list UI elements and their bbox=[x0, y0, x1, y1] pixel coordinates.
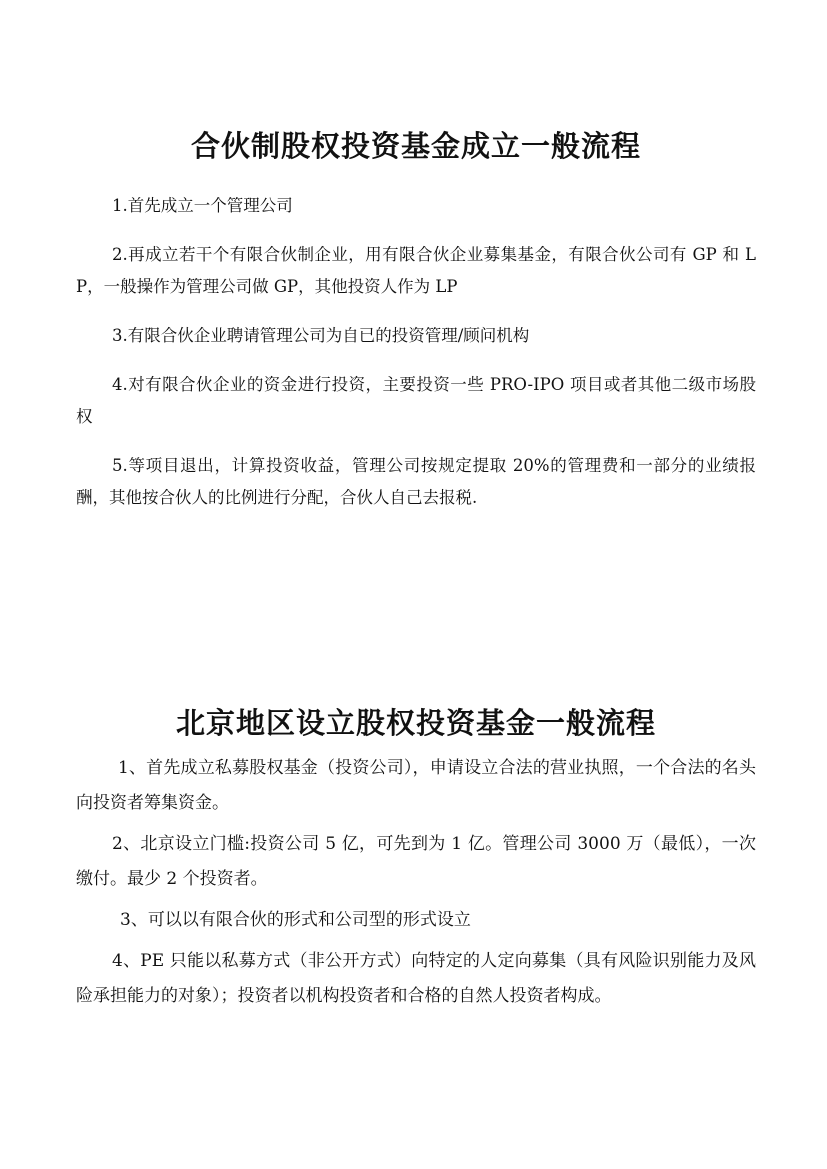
paragraph: 4.对有限合伙企业的资金进行投资，主要投资一些 PRO-IPO 项目或者其他二级市场股权 bbox=[76, 375, 756, 426]
section-beijing-fund-process bbox=[76, 703, 756, 1020]
section-title: 合伙制股权投资基金成立一般流程 bbox=[190, 129, 641, 163]
paragraph: 1.首先成立一个管理公司 bbox=[112, 196, 293, 215]
section-partnership-fund-process bbox=[76, 126, 756, 531]
paragraph: 2.再成立若干个有限合伙制企业，用有限合伙企业募集基金，有限合伙公司有 GP 和 LP，一般操作为管理公司做 GP，其他投资人作为 LP bbox=[76, 245, 756, 296]
paragraph: 2、北京设立门槛:投资公司 5 亿，可先到为 1 亿。管理公司 3000 万（最低），一次缴付。最少 2 个投资者。 bbox=[76, 834, 756, 889]
section-title: 北京地区设立股权投资基金一般流程 bbox=[175, 706, 656, 740]
paragraph: 4、PE 只能以私募方式（非公开方式）向特定的人定向募集（具有风险识别能力及风险承担能力的对象）；投资者以机构投资者和合格的自然人投资者构成。 bbox=[76, 951, 756, 1006]
paragraph: 5.等项目退出，计算投资收益，管理公司按规定提取 20%的管理费和一部分的业绩报酬，其他按合伙人的比例进行分配，合伙人自己去报税. bbox=[76, 456, 756, 507]
paragraph: 3、可以以有限合伙的形式和公司型的形式设立 bbox=[120, 910, 471, 930]
paragraph: 1、首先成立私募股权基金（投资公司），申请设立合法的营业执照，一个合法的名头向投资者筹集资金。 bbox=[76, 758, 756, 813]
paragraph: 3.有限合伙企业聘请管理公司为自已的投资管理/顾问机构 bbox=[112, 326, 530, 345]
